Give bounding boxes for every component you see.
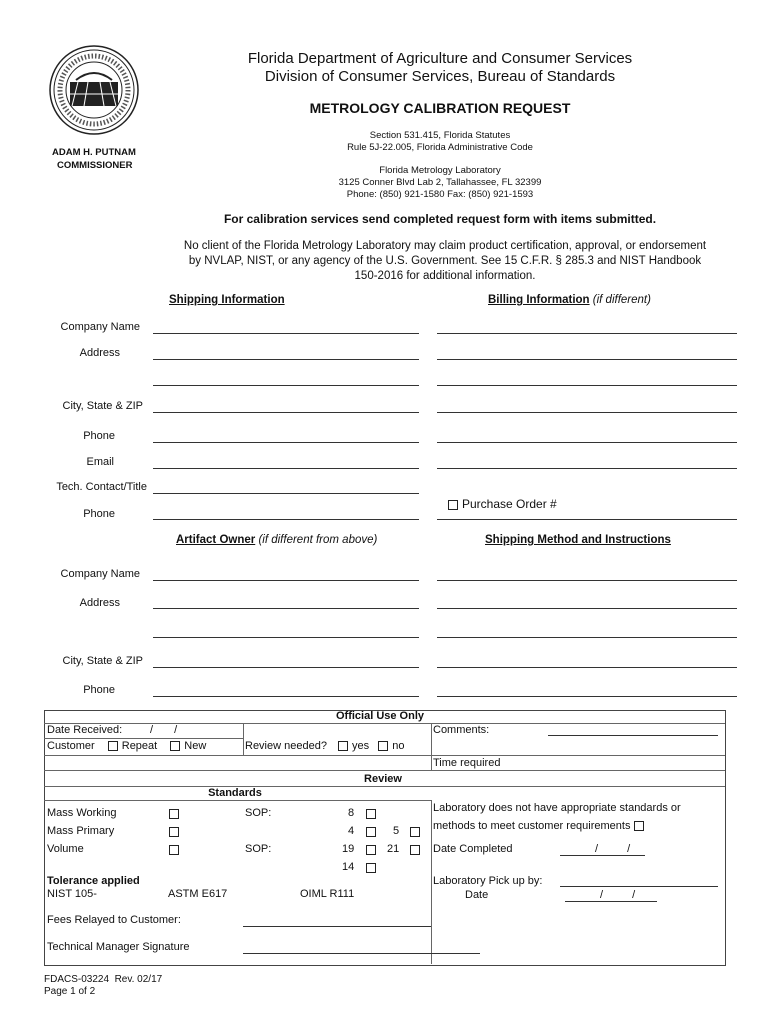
ship-method-line-3[interactable] (437, 637, 737, 638)
ship-phone-label: Phone (83, 430, 115, 442)
artifact-heading-label: Artifact Owner (176, 534, 256, 546)
date-received-label: Date Received: (47, 724, 123, 736)
bill-city-field[interactable] (437, 412, 737, 413)
artifact-heading-note: (if different from above) (258, 534, 378, 546)
art-company-label: Company Name (60, 568, 140, 580)
official-divider-1 (44, 723, 725, 724)
page-number: Page 1 of 2 (44, 986, 96, 997)
mass-working-checkbox[interactable] (169, 809, 179, 819)
pickup-date-slashes: / / (600, 889, 636, 901)
rule: Rule 5J-22.005, Florida Administrative Code (347, 142, 533, 153)
date-completed-slashes: / / (595, 843, 631, 855)
sop-21-checkbox[interactable] (410, 845, 420, 855)
art-company-field[interactable] (153, 580, 419, 581)
lab-name: Florida Metrology Laboratory (379, 165, 501, 176)
pickup-label: Laboratory Pick up by: (433, 875, 543, 887)
disclaimer-line-1: No client of the Florida Metrology Laboratory may claim product certification, approval, or endorsement (183, 240, 707, 252)
billing-heading (488, 294, 651, 306)
sop-4-checkbox[interactable] (366, 827, 376, 837)
sop-5-label: 5 (393, 825, 400, 837)
ship-company-field[interactable] (153, 333, 419, 334)
fees-field[interactable] (243, 926, 431, 927)
comments-label: Comments: (433, 724, 490, 736)
ship-address-field[interactable] (153, 359, 419, 360)
customer-label: Customer (47, 740, 95, 752)
billing-heading-label: Billing Information (488, 294, 590, 306)
ship-address-label: Address (79, 347, 120, 359)
artifact-heading (176, 534, 377, 546)
art-phone-label: Phone (83, 684, 115, 696)
nist-label: NIST 105- (47, 888, 97, 900)
statute: Section 531.415, Florida Statutes (369, 130, 511, 141)
no-checkbox[interactable] (378, 741, 388, 751)
sop-5-checkbox[interactable] (410, 827, 420, 837)
instructions: For calibration services send completed request form with items submitted. (223, 212, 657, 226)
page-title: METROLOGY CALIBRATION REQUEST (309, 100, 571, 116)
agency-name: Florida Department of Agriculture and Consumer Services (247, 50, 633, 67)
sop-19-label: 19 (342, 843, 355, 855)
lab-note-line-1: Laboratory does not have appropriate standards or (433, 802, 681, 814)
official-col-2 (431, 723, 432, 770)
sop-14-label: 14 (342, 861, 355, 873)
department-seal (48, 44, 140, 136)
bill-phone-field[interactable] (437, 442, 737, 443)
ship-email-field[interactable] (153, 468, 419, 469)
ship-address2-field[interactable] (153, 385, 419, 386)
bill-company-field[interactable] (437, 333, 737, 334)
volume-checkbox[interactable] (169, 845, 179, 855)
repeat-checkbox[interactable] (108, 741, 118, 751)
ship-email-label: Email (86, 456, 114, 468)
billing-heading-note: (if different) (592, 294, 651, 306)
commissioner-name: ADAM H. PUTNAM (52, 147, 136, 158)
shipping-heading: Shipping Information (169, 294, 285, 306)
tolerance-label: Tolerance applied (47, 875, 140, 887)
official-divider-2 (44, 738, 244, 739)
volume-label: Volume (47, 843, 84, 855)
lab-note-line-2: methods to meet customer requirements (433, 820, 631, 832)
ship-tech-field[interactable] (153, 493, 419, 494)
sop-label-1: SOP: (245, 807, 272, 819)
official-divider-5 (44, 770, 725, 771)
fees-label: Fees Relayed to Customer: (47, 914, 181, 926)
review-needed-label: Review needed? (245, 740, 327, 752)
official-col-3 (431, 800, 432, 964)
bill-address2-field[interactable] (437, 385, 737, 386)
no-label: no (392, 740, 405, 752)
ship-phone2-field[interactable] (153, 519, 419, 520)
astm-label: ASTM E617 (168, 888, 228, 900)
pickup-date-field[interactable] (565, 901, 657, 902)
bill-po-field[interactable] (437, 519, 737, 520)
repeat-label: Repeat (121, 740, 158, 752)
sop-19-checkbox[interactable] (366, 845, 376, 855)
ship-method-line-5[interactable] (437, 696, 737, 697)
signature-field[interactable] (243, 953, 480, 954)
time-required-label: Time required (433, 757, 501, 769)
ship-tech-label: Tech. Contact/Title (56, 481, 147, 493)
official-divider-6 (44, 786, 725, 787)
division-name: Division of Consumer Services, Bureau of Standards (264, 68, 616, 85)
comments-field[interactable] (548, 735, 718, 736)
lab-note-line-2-row (433, 820, 648, 832)
mass-primary-checkbox[interactable] (169, 827, 179, 837)
lab-address: 3125 Conner Blvd Lab 2, Tallahassee, FL 32399 (338, 177, 542, 188)
art-address-label: Address (79, 597, 120, 609)
official-divider-4 (431, 755, 725, 756)
signature-label: Technical Manager Signature (47, 941, 190, 953)
ship-company-label: Company Name (60, 321, 140, 333)
official-col-1 (243, 723, 244, 755)
ship-city-label: City, State & ZIP (62, 400, 143, 412)
art-phone-field[interactable] (153, 696, 419, 697)
official-use-heading: Official Use Only (335, 710, 425, 722)
date-completed-field[interactable] (560, 855, 645, 856)
lab-phone: Phone: (850) 921-1580 Fax: (850) 921-1593 (346, 189, 534, 200)
official-divider-7 (44, 800, 431, 801)
standards-heading: Standards (208, 787, 262, 799)
date-received-slashes: / / (150, 724, 178, 736)
review-needed-row (245, 740, 404, 752)
disclaimer-line-3: 150-2016 for additional information. (354, 270, 536, 282)
ship-city-field[interactable] (153, 412, 419, 413)
yes-checkbox[interactable] (338, 741, 348, 751)
review-heading: Review (364, 773, 402, 785)
art-address-field[interactable] (153, 608, 419, 609)
commissioner-title: COMMISSIONER (57, 160, 133, 171)
sop-21-label: 21 (387, 843, 400, 855)
mass-primary-label: Mass Primary (47, 825, 115, 837)
new-label: New (184, 740, 207, 752)
ship-method-line-1[interactable] (437, 580, 737, 581)
customer-row (47, 740, 206, 752)
ship-phone2-label: Phone (83, 508, 115, 520)
disclaimer-line-2: by NVLAP, NIST, or any agency of the U.S. Government. See 15 C.F.R. § 285.3 and NIST Handbook (188, 255, 702, 267)
official-divider-3 (44, 755, 431, 756)
pickup-date-label: Date (465, 889, 489, 901)
new-checkbox[interactable] (170, 741, 180, 751)
art-address2-field[interactable] (153, 637, 419, 638)
yes-label: yes (352, 740, 370, 752)
sop-8-checkbox[interactable] (366, 809, 376, 819)
purchase-order-label: Purchase Order # (462, 497, 557, 511)
purchase-order (448, 497, 557, 511)
form-number: FDACS-03224 Rev. 02/17 (44, 974, 163, 985)
oiml-label: OIML R111 (300, 888, 355, 900)
date-completed-label: Date Completed (433, 843, 513, 855)
ship-method-line-2[interactable] (437, 608, 737, 609)
bill-email-field[interactable] (437, 468, 737, 469)
pickup-field[interactable] (560, 886, 718, 887)
purchase-order-checkbox[interactable] (448, 500, 458, 510)
shipping-method-heading: Shipping Method and Instructions (485, 534, 671, 546)
ship-method-line-4[interactable] (437, 667, 737, 668)
sop-8-label: 8 (348, 807, 355, 819)
bill-address-field[interactable] (437, 359, 737, 360)
ship-phone-field[interactable] (153, 442, 419, 443)
art-city-field[interactable] (153, 667, 419, 668)
art-city-label: City, State & ZIP (62, 655, 143, 667)
sop-label-2: SOP: (245, 843, 272, 855)
sop-14-checkbox[interactable] (366, 863, 376, 873)
sop-4-label: 4 (348, 825, 355, 837)
lab-note-checkbox[interactable] (634, 821, 644, 831)
mass-working-label: Mass Working (47, 807, 117, 819)
